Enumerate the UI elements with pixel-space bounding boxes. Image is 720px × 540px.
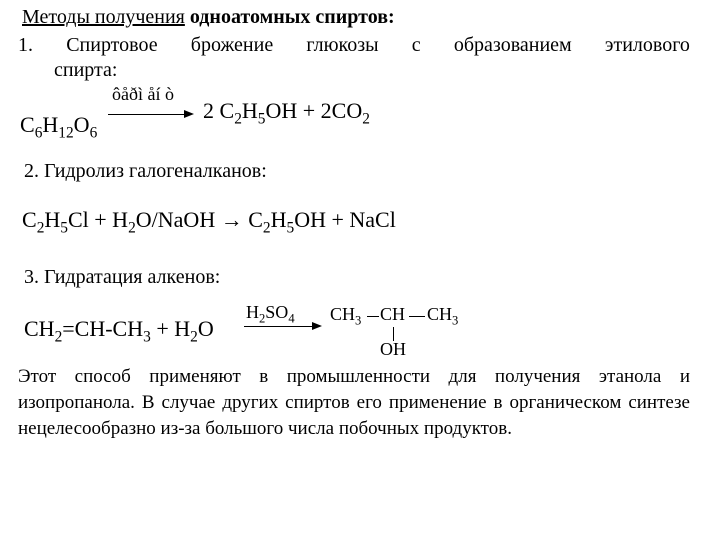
arrow-icon: →	[220, 207, 243, 232]
bond-left	[367, 316, 379, 317]
product-ch3-left: $CH_3$	[330, 304, 362, 328]
reaction-1-condition: ôåðì åí ò	[112, 84, 174, 104]
reaction-1-products	[203, 98, 370, 128]
glucose-formula: $C_6H_{12}O_6$	[20, 112, 98, 142]
product-ch3-right: $CH_3$	[427, 304, 459, 328]
word: глюкозы	[306, 34, 379, 56]
word: этилового	[604, 34, 690, 56]
title-bold-part: одноатомных спиртов:	[184, 6, 395, 28]
reaction-1-arrow-shaft	[108, 114, 186, 115]
item-1-text	[18, 34, 690, 82]
formula: 2 $C_2H_5OH + 2CO_2$	[203, 98, 370, 128]
product-oh: OH	[380, 339, 406, 359]
reaction-3-arrow-head-icon	[312, 322, 322, 330]
item-2-equation: $C_2H_5Cl$ + $H_2O$/NaOH → $C_2H_5OH$ + NaCl	[22, 207, 396, 237]
slide-title	[22, 6, 395, 29]
item-3-heading: 3. Гидратация алкенов:	[24, 266, 221, 288]
reaction-3-condition: $H_2SO_4$	[246, 302, 295, 326]
explanation-paragraph: Этот способ применяют в промышленности для получения этанола и изопропанола. В случае других спиртов его применение в органическом синтезе нецелесообразно из-за большого числа побочных продуктов.	[18, 366, 690, 439]
word: 1.	[18, 34, 33, 56]
reaction-1-arrow-head-icon	[184, 110, 194, 118]
word: с	[411, 34, 421, 56]
word: образованием	[453, 34, 572, 56]
bond-right	[409, 316, 425, 317]
product-ch-middle: CH	[380, 304, 406, 324]
word: Спиртовое	[66, 34, 158, 56]
item-3-reactants: $CH_2=CH-CH_3 + H_2O$	[24, 316, 214, 346]
item-1-line-1	[18, 34, 690, 57]
item-2-heading: 2. Гидролиз галогеналканов:	[24, 160, 267, 182]
word: брожение	[190, 34, 274, 56]
title-underlined-part: Методы получения	[22, 6, 185, 28]
reaction-3-arrow-shaft	[244, 326, 314, 327]
item-1-line-2: спирта:	[54, 59, 118, 81]
